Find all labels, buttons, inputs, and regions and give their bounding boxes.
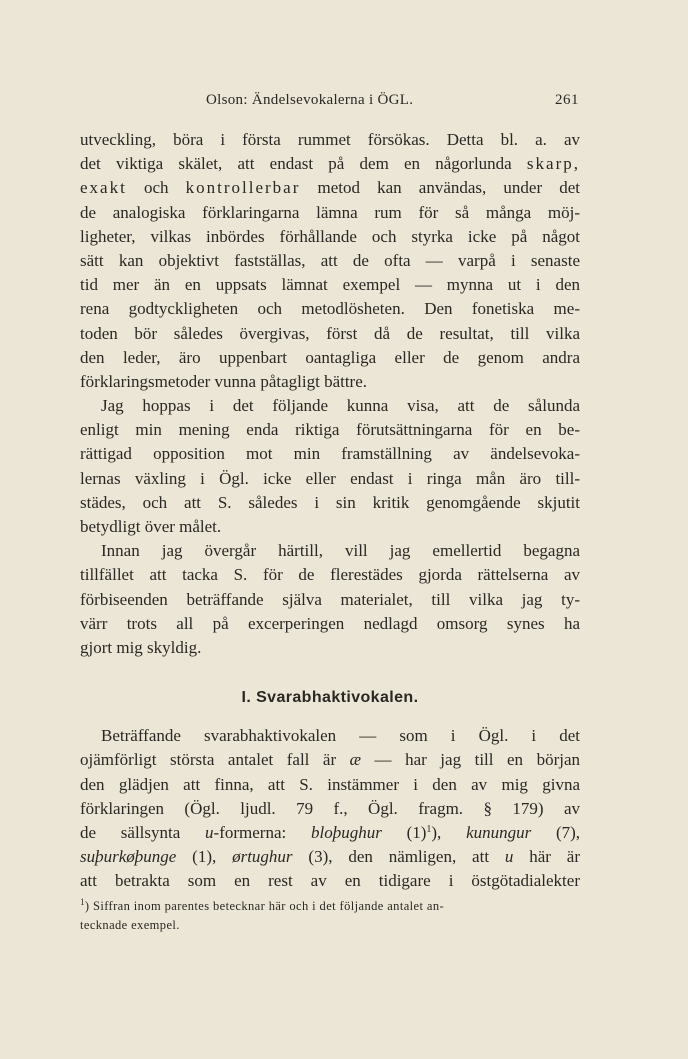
page-number: 261 (555, 92, 579, 108)
text-span: och (143, 178, 169, 198)
text-line (80, 821, 580, 845)
text-line: förklaringsmetoder vunna påtagligt bättre. (80, 371, 368, 391)
text-line: gjort mig skyldig. (80, 637, 202, 657)
text-line: förklaringen (Ögl. ljudl. 79 f., Ögl. fragm. § 179) av (80, 798, 580, 818)
spaced-word: kontrollerbar (185, 178, 301, 198)
text-line (80, 176, 580, 200)
text-line: sätt kan objektivt fastställas, att de ofta — varpå i senaste (80, 250, 580, 270)
text-line: Beträffande svarabhaktivokalen — som i Ögl. i det (101, 726, 580, 746)
text-line: lernas växling i Ögl. icke eller endast i ringa mån äro till- (80, 468, 580, 488)
text-line: tecknade exempel. (80, 918, 180, 932)
text-span: -formerna: (213, 822, 287, 842)
text-line: att betrakta som en rest av en tidigare i östgötadialekter (80, 871, 580, 891)
text-span: ), (431, 822, 442, 842)
text-span: (3), den nämligen, att (308, 847, 490, 867)
italic-form: æ (349, 750, 362, 770)
italic-form: u (205, 822, 214, 842)
text-line: den leder, äro uppenbart oantagliga eller de genom andra (80, 347, 580, 367)
text-span: — har jag till en början (374, 750, 580, 770)
text-span: (1), (192, 847, 217, 867)
italic-form: suþurkøþunge (80, 847, 177, 867)
text-span: (7), (555, 822, 580, 842)
text-line (80, 152, 580, 176)
text-span: (1) (406, 822, 427, 842)
text-line (80, 897, 580, 916)
text-line: toden bör således övergivas, först då de resultat, till vilka (80, 323, 580, 343)
paragraph-2 (80, 394, 580, 539)
italic-form: kunungur (466, 822, 532, 842)
text-line: tid mer än en uppsats lämnat exempel — mynna ut i den (80, 275, 580, 295)
italic-form: ørtughur (232, 847, 293, 867)
italic-form: bloþughur (310, 822, 382, 842)
section-paragraph (80, 724, 580, 893)
italic-form: u (504, 847, 514, 867)
footnote (80, 897, 580, 935)
text-span: det viktiga skälet, att endast på dem en någorlunda (80, 154, 512, 174)
text-line: betydligt över målet. (80, 517, 222, 536)
spaced-word: skarp, (526, 154, 580, 174)
section-heading: I. Svarabhaktivokalen. (241, 689, 419, 707)
text-span: metod kan användas, under det (317, 178, 580, 198)
text-line: Jag hoppas i det följande kunna visa, att de sålunda (101, 396, 580, 416)
text-line: rena godtyckligheten och metodlösheten. Den fonetiska me- (80, 299, 580, 319)
footnote-reference[interactable]: 1 (426, 823, 432, 835)
page-header (80, 92, 585, 114)
text-span: här är (529, 847, 580, 867)
text-span: ojämförligt största antalet fall är (80, 750, 337, 770)
text-line: utveckling, böra i första rummet försökas. Detta bl. a. av (80, 130, 580, 149)
paragraph-1 (80, 128, 580, 394)
text-line: städes, och att S. således i sin kritik genomgående skjutit (80, 492, 580, 512)
footnote-marker: 1 (80, 897, 85, 907)
text-line: enligt min mening enda riktiga förutsättningarna för en be- (80, 420, 580, 440)
text-line: värr trots all på excerperingen nedlagd omsorg synes ha (80, 613, 580, 633)
text-line: Innan jag övergår härtill, vill jag emellertid begagna (101, 541, 580, 561)
running-title: Olson: Ändelsevokalerna i ÖGL. (206, 92, 414, 108)
text-line (80, 748, 580, 772)
text-line: ligheter, vilkas inbördes förhållande och styrka icke på något (80, 226, 580, 246)
text-span: ) Siffran inom parentes betecknar här och i det följande antalet an- (84, 899, 445, 913)
text-line (80, 845, 580, 869)
spaced-word: exakt (80, 178, 127, 198)
text-span: de sällsynta (80, 822, 181, 842)
text-line: tillfället att tacka S. för de flerestädes gjorda rättelserna av (80, 565, 580, 585)
text-line: de analogiska förklaringarna lämna rum för så många möj- (80, 202, 580, 222)
paragraph-3 (80, 539, 580, 660)
text-line: den glädjen att finna, att S. instämmer i den av mig givna (80, 774, 580, 794)
text-line: förbiseenden beträffande själva materialet, till vilka jag ty- (80, 589, 580, 609)
main-text (80, 128, 580, 893)
text-line: rättigad opposition mot min framställning av ändelsevoka- (80, 444, 580, 464)
